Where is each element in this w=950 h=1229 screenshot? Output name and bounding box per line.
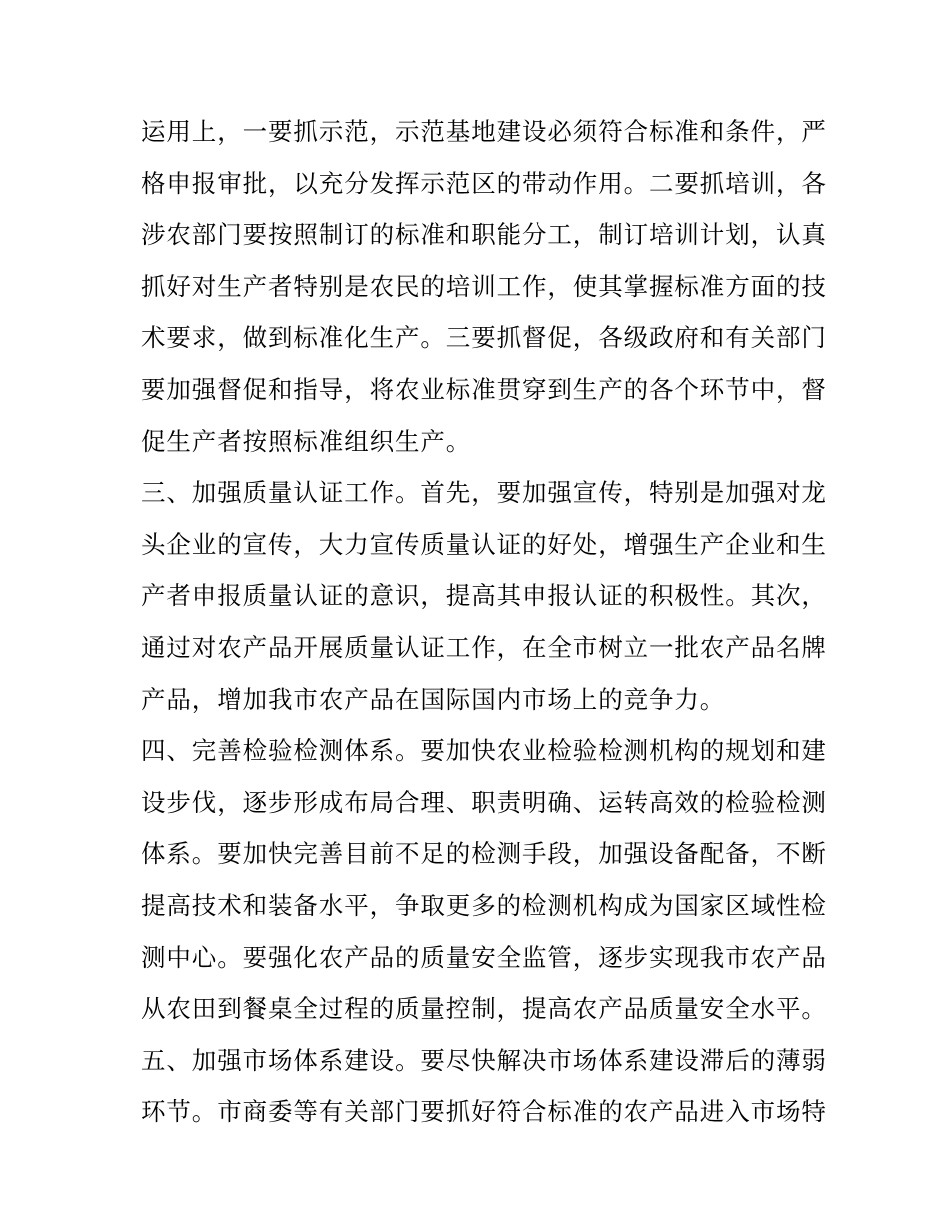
body-text	[141, 106, 827, 1138]
text-line-18: 从农田到餐桌全过程的质量控制，提高农产品质量安全水平。	[141, 994, 827, 1024]
text-line-11: 通过对农产品开展质量认证工作，在全市树立一批农产品名牌	[141, 632, 827, 662]
text-line-9: 头企业的宣传，大力宣传质量认证的好处，增强生产企业和生	[141, 529, 827, 559]
text-line-8: 三、加强质量认证工作。首先，要加强宣传，特别是加强对龙	[141, 478, 827, 508]
text-line-12: 产品，增加我市农产品在国际国内市场上的竞争力。	[141, 684, 726, 714]
text-line-6: 要加强督促和指导，将农业标准贯穿到生产的各个环节中，督	[141, 374, 827, 404]
text-line-3: 涉农部门要按照制订的标准和职能分工，制订培训计划，认真	[141, 220, 827, 250]
text-line-10: 产者申报质量认证的意识，提高其申报认证的积极性。其次，	[141, 581, 827, 611]
text-line-16: 提高技术和装备水平，争取更多的检测机构成为国家区域性检	[141, 890, 827, 920]
text-line-17: 测中心。要强化农产品的质量安全监管，逐步实现我市农产品	[141, 942, 827, 972]
text-line-2: 格申报审批，以充分发挥示范区的带动作用。二要抓培训，各	[141, 168, 827, 198]
text-line-14: 设步伐，逐步形成布局合理、职责明确、运转高效的检验检测	[141, 787, 827, 817]
text-line-7: 促生产者按照标准组织生产。	[141, 426, 472, 456]
text-line-1: 运用上，一要抓示范，示范基地建设必须符合标准和条件，严	[141, 117, 827, 146]
text-line-20: 环节。市商委等有关部门要抓好符合标准的农产品进入市场特	[141, 1097, 827, 1127]
text-line-13: 四、完善检验检测体系。要加快农业检验检测机构的规划和建	[141, 736, 827, 766]
text-line-5: 术要求，做到标准化生产。三要抓督促，各级政府和有关部门	[141, 323, 827, 353]
text-line-4: 抓好对生产者特别是农民的培训工作，使其掌握标准方面的技	[141, 271, 827, 301]
text-line-19: 五、加强市场体系建设。要尽快解决市场体系建设滞后的薄弱	[141, 1045, 827, 1075]
text-line-15: 体系。要加快完善目前不足的检测手段，加强设备配备，不断	[141, 839, 827, 869]
